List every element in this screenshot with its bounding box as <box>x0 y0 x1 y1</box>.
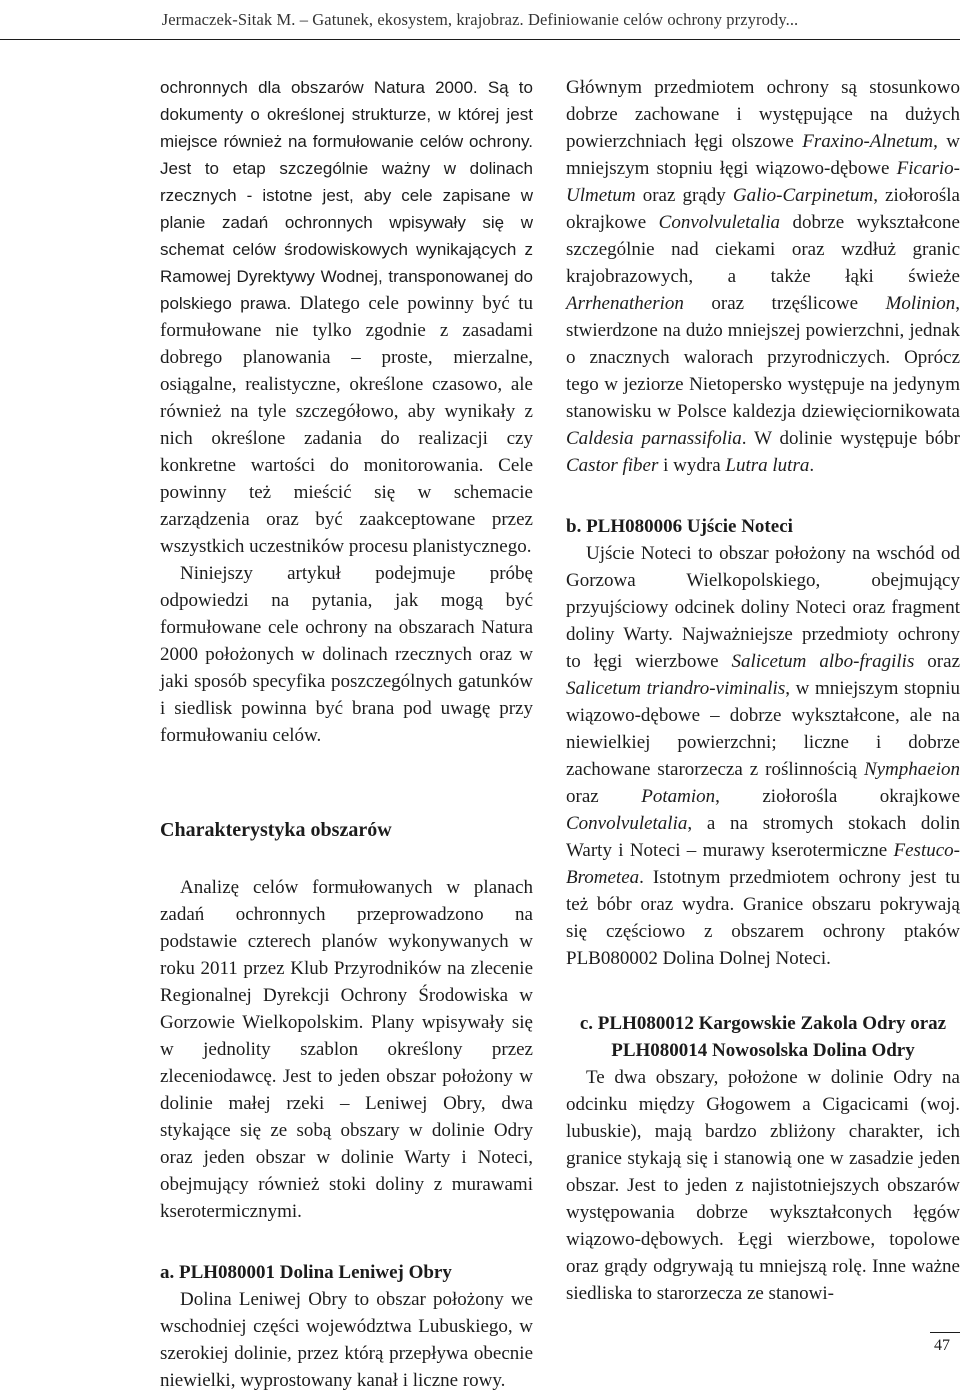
section-heading: Charakterystyka obszarów <box>160 819 392 841</box>
paragraph-protection-subjects: Głównym przedmiotem ochrony są stosunkowo dobrze zachowane i występujące na dużych powierzchniach łęgi olszowe Fraxino-Alnetum, w mniejszym stopniu łęgi wiązowo-dębowe Ficario-Ulmetum oraz grądy Galio-Carpinetum, ziołorośla okrajkowe Convolvuletalia dobrze wykształcone szczególnie nad ciekami oraz wzdłuż granic krajobrazowych, a także łąki świeże Arrhenatherion oraz trzęślicowe Molinion, stwierdzone na dużo mniejszej powierzchni, jednak o znacznych walorach przyrodniczych. Oprócz tego w jeziorze Nietopersko występuje na jedynym stanowisku w Polsce kaldezja dziewięciornikowata Caldesia parnassifolia. W dolinie występuje bóbr Castor fiber i wydra Lutra lutra. <box>566 77 960 476</box>
paragraph-leniwa-obra: Dolina Leniwej Obry to obszar położony we wschodniej części województwa Lubuskiego, w szerokiej dolinie, przez którą przepływa obecnie niewielki, wyprostowany kanał i liczne rowy. <box>160 1289 533 1391</box>
page-number: 47 <box>934 1337 950 1354</box>
running-header <box>0 0 960 40</box>
running-title: Jermaczek-Sitak M. – Gatunek, ekosystem, krajobraz. Definiowanie celów ochrony przyrody... <box>161 10 799 29</box>
paragraph-ujscie-noteci: Ujście Noteci to obszar położony na wschód od Gorzowa Wielkopolskiego, obejmujący przyujściowy odcinek doliny Noteci oraz fragment doliny Warty. Najważniejsze przedmioty ochrony to łęgi wierzbowe Salicetum albo-fragilis oraz Salicetum triandro-viminalis, w mniejszym stopniu wiązowo-dębowe – dobrze wykształcone, ale na niewielkiej powierzchni; liczne i dobrze zachowane starorzecza z roślinnością Nymphaeion oraz Potamion, ziołorośla okrajkowe Convolvuletalia, a na stromych stokach dolin Warty i Noteci – murawy kserotermiczne Festuco-Brometea. Istotnym przedmiotem ochrony jest tu też bóbr oraz wydra. Granice obszaru pokrywają się częściowo z obszarem ochrony ptaków PLB080002 Dolina Dolnej Noteci. <box>566 543 960 969</box>
paragraph-analysis: Analizę celów formułowanych w planach zadań ochronnych przeprowadzono na podstawie czterech planów wykonywanych w roku 2011 przez Klub Przyrodników na zlecenie Regionalnej Dyrekcji Ochrony Środowiska w Gorzowie Wielkopolskim. Plany wpisywały się w jednolity szablon określony przez zleceniodawcę. Jest to jeden obszar położony w dolinie małej rzeki – Leniwej Obry, dwa stykające się ze sobą obszary w dolinie Odry oraz jeden obszar w dolinie Warty i Noteci, obejmujący również stoki doliny z murawami kserotermicznymi. <box>160 877 533 1222</box>
footer-rule <box>930 1332 960 1333</box>
header-rule <box>0 39 960 40</box>
paragraph-odra: Te dwa obszary, położone w dolinie Odry na odcinku między Głogowem a Cigacicami (woj. lubuskie), mają bardzo zbliżony charakter, ich granice stykają się i stanowią one w zasadzie jeden obszar. Jest to jeden z najistotniejszych obszarów występowania dobrze wykształconych łęgów wiązowo-dębowych. Łęgi wierzbowe, topolowe oraz grądy odgrywają tu mniejszą rolę. Inne ważne siedliska to starorzecza ze stanowi- <box>566 1067 960 1304</box>
subheading-b: b. PLH080006 Ujście Noteci <box>566 516 793 537</box>
paragraph-intro <box>160 74 533 560</box>
subheading-c-line1: c. PLH080012 Kargowskie Zakola Odry oraz <box>579 1013 947 1034</box>
subheading-c <box>566 1010 960 1064</box>
right-column <box>566 74 960 1307</box>
intro-text-serif: Dlatego cele powinny być tu formułowane nie tylko zgodnie z zasadami dobrego planowania – proste, mierzalne, osiągalne, realistyczne, określone czasowo, ale również na tyle szczegółowo, aby wynikały z nich określone zadania do realizacji czy konkretne wartości do monitorowania. Cele powinny też mieścić się w schemacie zarządzenia oraz być zaakceptowane przez wszystkich uczestników procesu planistycznego. <box>160 293 534 557</box>
subheading-a: a. PLH080001 Dolina Leniwej Obry <box>160 1262 452 1283</box>
paragraph-article-aim: Niniejszy artykuł podejmuje próbę odpowiedzi na pytania, jak mogą być formułowane cele ochrony na obszarach Natura 2000 położonych w dolinach rzecznych oraz w jaki sposób specyfika poszczególnych gatunków i siedlisk powinna być brana pod uwagę przy formułowaniu celów. <box>160 563 533 746</box>
left-column <box>160 74 533 1394</box>
intro-text-sans: ochronnych dla obszarów Natura 2000. Są to dokumenty o określonej strukturze, w której jest miejsce również na formułowanie celów ochrony. Jest to etap szczególnie ważny w dolinach rzecznych - istotne jest, aby cele zapisane w planie zadań ochronnych wpisywały się w schemat celów środowiskowych wynikających z Ramowej Dyrektywy Wodnej, transponowanej do polskiego prawa. <box>160 78 533 313</box>
subheading-c-line2: PLH080014 Nowosolska Dolina Odry <box>611 1040 915 1061</box>
